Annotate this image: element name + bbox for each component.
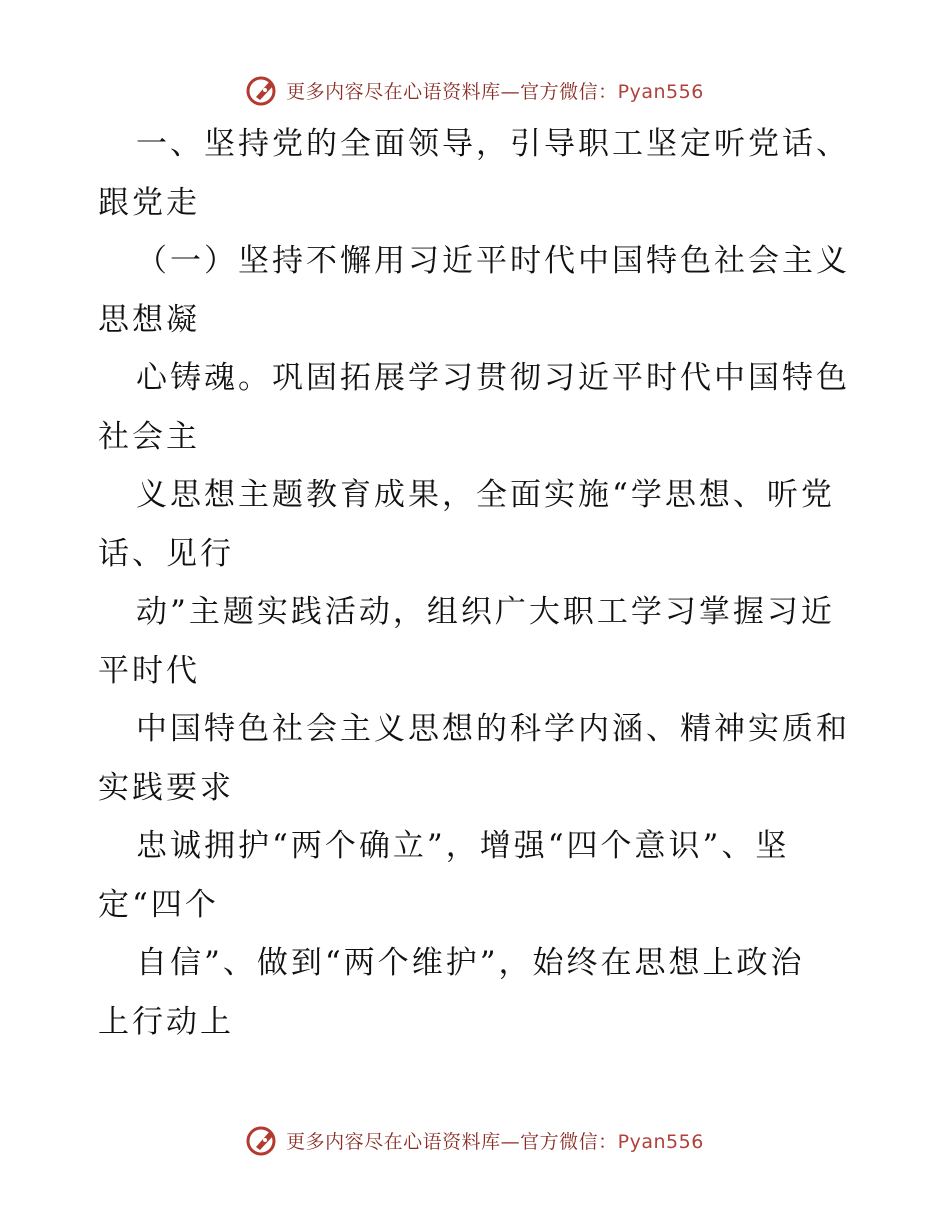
footer-banner-label: 更多内容尽在心语资料库—官方微信： — [286, 1130, 618, 1153]
footer-wechat-id: Pyan556 — [617, 1130, 704, 1153]
text-line: 平时代 — [98, 652, 200, 689]
text-line: 跟党走 — [98, 184, 200, 221]
text-line: 上行动上 — [98, 1003, 234, 1040]
text-line: 实践要求 — [98, 769, 234, 806]
text-line: 中国特色社会主义思想的科学内涵、精神实质和 — [136, 711, 850, 747]
header-banner-text — [286, 77, 704, 104]
text-line: 思想凝 — [98, 301, 200, 338]
text-line: 话、见行 — [98, 535, 234, 572]
footer-banner-text — [286, 1127, 704, 1154]
text-line: 动”主题实践活动，组织广大职工学习掌握习近 — [136, 594, 835, 630]
text-line: 定“四个 — [98, 886, 219, 923]
footer-banner — [0, 1120, 950, 1160]
text-line: 义思想主题教育成果，全面实施“学思想、听党 — [136, 477, 835, 513]
pen-nib-logo-icon — [246, 1123, 280, 1157]
text-line: （一）坚持不懈用习近平时代中国特色社会主义 — [136, 243, 850, 279]
text-line: 心铸魂。巩固拓展学习贯彻习近平时代中国特色 — [136, 360, 850, 396]
text-line: 一、坚持党的全面领导，引导职工坚定听党话、 — [136, 126, 850, 162]
document-body — [98, 115, 858, 1051]
pen-nib-logo-icon — [246, 73, 280, 107]
text-line: 忠诚拥护“两个确立”，增强“四个意识”、坚 — [136, 828, 790, 864]
header-banner — [0, 70, 950, 110]
header-banner-label: 更多内容尽在心语资料库—官方微信： — [286, 80, 618, 103]
header-wechat-id: Pyan556 — [617, 80, 704, 103]
text-line: 自信”、做到“两个维护”，始终在思想上政治 — [136, 945, 805, 981]
text-line: 社会主 — [98, 418, 200, 455]
